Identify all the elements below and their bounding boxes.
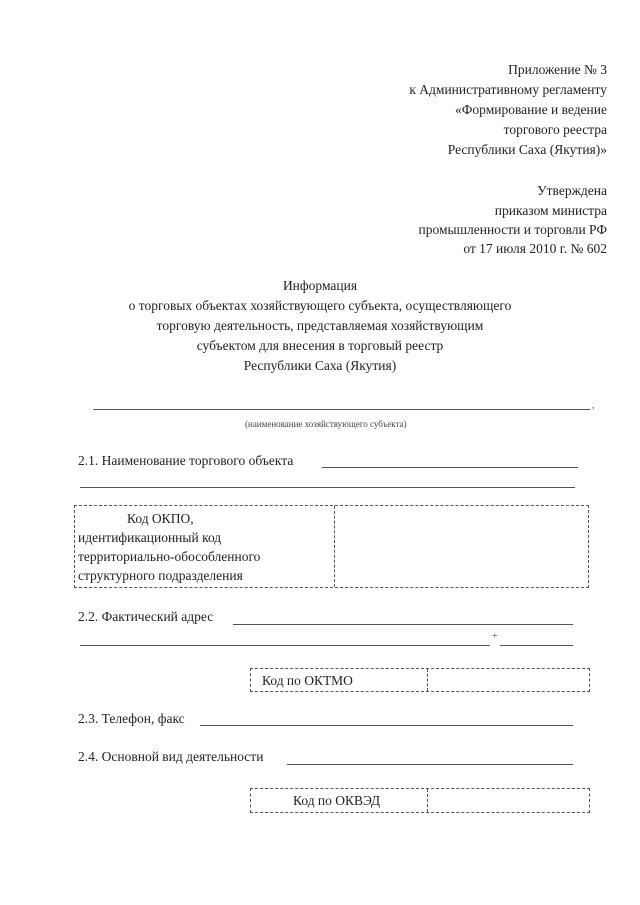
field-phone-fax-label: 2.3. Телефон, факс (78, 711, 185, 726)
approval-line-1: Утверждена (537, 183, 607, 198)
appendix-regulation-title-3: Республики Саха (Якутия)» (447, 142, 607, 157)
actual-address-line-2 (80, 645, 490, 646)
trade-object-name-line-1 (322, 467, 578, 468)
document-subtitle-3: субъектом для внесения в торговый реестр (196, 338, 444, 353)
oktmo-label: Код по ОКТМО (262, 673, 353, 688)
subject-name-caption: (наименование хозяйствующего субъекта) (245, 419, 407, 429)
document-subtitle-2: торговую деятельность, представляемая хозяйствующим (156, 318, 484, 333)
document-heading: Информация (282, 278, 358, 293)
appendix-regulation-title-1: «Формирование и ведение (455, 102, 607, 117)
field-trade-object-name-label: 2.1. Наименование торгового объекта (78, 453, 294, 468)
approval-line-4: от 17 июля 2010 г. № 602 (463, 241, 607, 256)
subject-name-comma: , (592, 400, 595, 411)
okved-label: Код по ОКВЭД (293, 793, 381, 808)
okpo-label-2: идентификационный код (78, 530, 222, 545)
subject-name-line (93, 409, 590, 410)
okved-box-separator (427, 789, 428, 812)
field-main-activity-label: 2.4. Основной вид деятельности (78, 749, 264, 764)
main-activity-line (287, 764, 573, 765)
document-subtitle-4: Республики Саха (Якутия) (243, 358, 397, 373)
okpo-box-separator (334, 506, 335, 587)
appendix-number: Приложение № 3 (508, 62, 607, 77)
actual-address-line-3 (500, 645, 573, 646)
trade-object-name-line-2 (80, 487, 575, 488)
phone-fax-line (200, 725, 573, 726)
actual-address-line-1 (233, 624, 573, 625)
appendix-regulation-title-2: торгового реестра (503, 122, 607, 137)
actual-address-plus: + (492, 631, 498, 642)
okpo-label-4: структурного подразделения (78, 568, 243, 583)
okpo-label-1: Код ОКПО, (127, 511, 194, 526)
okpo-label-3: территориально-обособленного (78, 549, 261, 564)
field-actual-address-label: 2.2. Фактический адрес (78, 609, 214, 624)
approval-line-3: промышленности и торговли РФ (418, 222, 607, 237)
approval-line-2: приказом министра (494, 203, 607, 218)
appendix-regulation: к Административному регламенту (409, 82, 607, 97)
oktmo-box-separator (427, 669, 428, 691)
document-subtitle-1: о торговых объектах хозяйствующего субъекта, осуществляющего (128, 298, 512, 313)
